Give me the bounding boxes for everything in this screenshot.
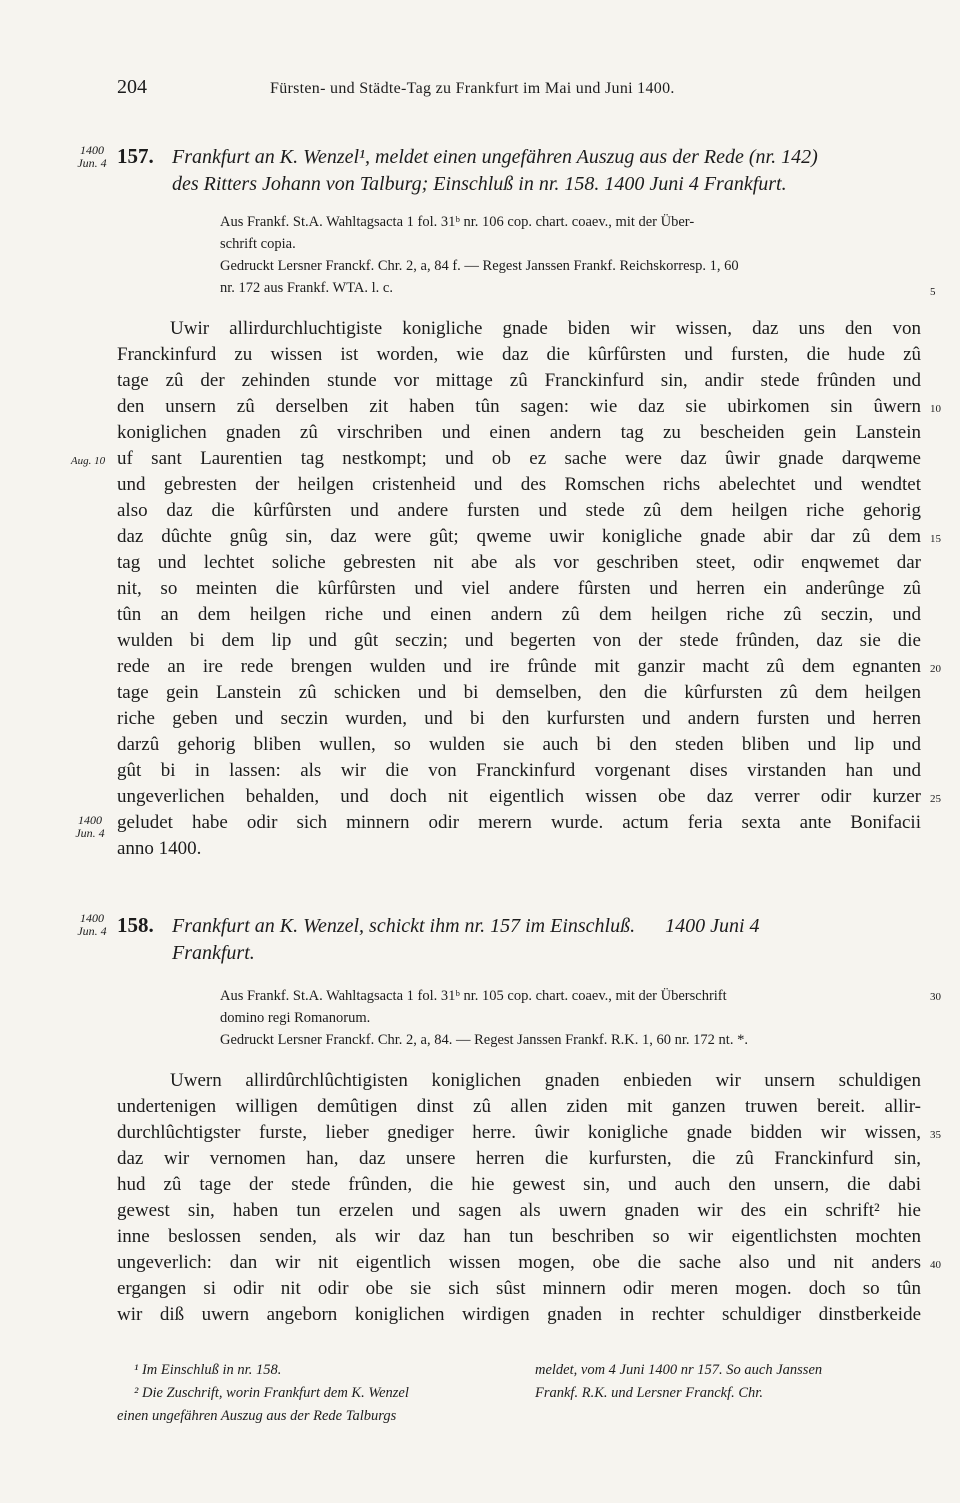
entry-157-body-line: tage gein Lanstein zû schicken und bi demselben, den die kûrfursten zû dem heilgen: [117, 682, 921, 703]
entry-157-body-line: ungeverlichen behalden, und doch nit eigentlich wissen obe daz verrer odir kurzer: [117, 786, 921, 807]
entry-157-body-line: tag und lechtet soliche gebresten nit abe als vor geschriben steet, odir enqwemet dar: [117, 552, 921, 573]
entry-158-body-line: inne beslossen senden, als wir daz han tun beschriben so wir eigentlichsten mochten: [117, 1226, 921, 1247]
line-number: 25: [930, 793, 941, 805]
entry-157-body-line: geludet habe odir sich minnern odir merern wurde. actum feria sexta ante Bonifacii: [117, 812, 921, 833]
entry-157-body-line: also daz die kûrfûrsten und andere fursten und stede zû dem heilgen riche gehorig: [117, 500, 921, 521]
entry-157-body-line: koniglichen gnaden zû virschriben und einen andern tag zu bescheiden gein Lanstein: [117, 422, 921, 443]
line-number: 15: [930, 533, 941, 545]
line-number: 10: [930, 403, 941, 415]
entry-158-source-line: domino regi Romanorum.: [220, 1010, 371, 1026]
page-number: 204: [117, 76, 147, 98]
margin-date-year: 1400: [80, 911, 104, 925]
entry-158-body-line: wir diß uwern angeborn koniglichen wirdigen gnaden in rechter schuldiger dinstberkeide: [117, 1304, 921, 1325]
running-title: Fürsten- und Städte-Tag zu Frankfurt im Mai und Juni 1400.: [270, 80, 675, 97]
footnote-line: ² Die Zuschrift, worin Frankfurt dem K. Wenzel: [134, 1385, 409, 1401]
entry-157-body-line: nit, so meinten die kûrfûrsten und viel andere fûrsten und herren ein anderûnge zû: [117, 578, 921, 599]
margin-date-year: 1400: [80, 143, 104, 157]
entry-157-title-line: des Ritters Johann von Talburg; Einschluß in nr. 158. 1400 Juni 4 Frankfurt.: [172, 173, 787, 195]
line-number: 40: [930, 1259, 941, 1271]
entry-157-title-line: Frankfurt an K. Wenzel¹, meldet einen ungefähren Auszug aus der Rede (nr. 142): [172, 146, 818, 168]
margin-date-day: Jun. 4: [77, 924, 107, 938]
margin-date-day: Jun. 4: [77, 156, 107, 170]
entry-157-body-line: anno 1400.: [117, 838, 202, 859]
entry-158-body-line: undertenigen willigen demûtigen dinst zû allen ziden mit ganzen truwen bereit. allir-: [117, 1096, 921, 1117]
entry-157-body-line: Franckinfurd zu wissen ist worden, wie daz die kûrfûrsten und fursten, die hude zû: [117, 344, 921, 365]
margin-date-aug: Aug. 10: [70, 455, 106, 467]
entry-158-source-line: Gedruckt Lersner Franckf. Chr. 2, a, 84. — Regest Janssen Frankf. R.K. 1, 60 nr. 172 nt. *.: [220, 1032, 748, 1048]
line-number: 35: [930, 1129, 941, 1141]
entry-157-body-line: tûn an dem heilgen riche und einen andern zû dem heilgen riche zû seczin, und: [117, 604, 921, 625]
entry-157-source-line: Gedruckt Lersner Franckf. Chr. 2, a, 84 f. — Regest Janssen Frankf. Reichskorresp. 1, 60: [220, 258, 739, 274]
entry-158-body-line: hud zû tage der stede frûnden, die hie gewest sin, und auch den unsern, die dabi: [117, 1174, 921, 1195]
entry-157-source-line: Aus Frankf. St.A. Wahltagsacta 1 fol. 31ᵇ nr. 106 cop. chart. coaev., mit der Über-: [220, 214, 695, 230]
entry-158-body-line: ungeverlich: dan wir nit eigentlich wissen mogen, obe die sache also und nit anders: [117, 1252, 921, 1273]
entry-157-body-line: uf sant Laurentien tag nestkompt; und ob ez sache were daz ûwir gnade darqweme: [117, 448, 921, 469]
entry-157-body-line: rede an ire rede brengen wulden und ire frûnde mit ganzir macht zû dem egnanten: [117, 656, 921, 677]
entry-158-body-line: gewest sin, haben tun erzelen und sagen als uwern gnaden wir des ein schrift² hie: [117, 1200, 921, 1221]
entry-158-number: 158.: [117, 913, 154, 937]
entry-158-margin-date: [72, 912, 112, 938]
entry-158-body-line: ergangen si odir nit odir obe sie sich sûst minnern odir meren mogen. doch so tûn: [117, 1278, 921, 1299]
entry-158-body-line: daz wir vernomen han, daz unsere herren die kurfursten, die zû Franckinfurd sin,: [117, 1148, 921, 1169]
entry-157-body-line: riche geben und seczin wurden, und bi den kurfursten und andern fursten und herren: [117, 708, 921, 729]
footnote-line: ¹ Im Einschluß in nr. 158.: [134, 1362, 282, 1378]
entry-158-title-line: Frankfurt an K. Wenzel, schickt ihm nr. 157 im Einschluß. 1400 Juni 4: [172, 915, 760, 937]
footnote-line: meldet, vom 4 Juni 1400 nr 157. So auch Janssen: [535, 1362, 823, 1378]
entry-157-source-line: nr. 172 aus Frankf. WTA. l. c.: [220, 280, 393, 296]
entry-157-body-line: und gebresten der heilgen cristenheid und des Romschen richs abelechtet und wendtet: [117, 474, 921, 495]
margin-date-day: Jun. 4: [75, 826, 105, 840]
line-number: 30: [930, 991, 941, 1003]
entry-157-body-line: gût bi in lassen: als wir die von Franckinfurd vorgenant dises virstanden han und: [117, 760, 921, 781]
entry-157-body-line: wulden bi dem lip und gût seczin; und begerten von der stede frûnden, daz sie die: [117, 630, 921, 651]
margin-date-jun: [70, 814, 110, 840]
line-number: 5: [930, 286, 936, 298]
entry-158-source-line: Aus Frankf. St.A. Wahltagsacta 1 fol. 31ᵇ nr. 105 cop. chart. coaev., mit der Überschrift: [220, 988, 727, 1004]
line-number: 20: [930, 663, 941, 675]
entry-157-body-line: Uwir allirdurchluchtigiste konigliche gnade biden wir wissen, daz uns den von: [170, 318, 921, 339]
entry-158-title-line: Frankfurt.: [172, 942, 255, 964]
footnote-line: Frankf. R.K. und Lersner Franckf. Chr.: [535, 1385, 763, 1401]
footnote-line: einen ungefähren Auszug aus der Rede Talburgs: [117, 1408, 397, 1424]
entry-157-source-line: schrift copia.: [220, 236, 296, 252]
entry-157-margin-date: [72, 144, 112, 170]
entry-157-body-line: den unsern zû derselben zit haben tûn sagen: wie daz sie ubirkomen sin ûwern: [117, 396, 921, 417]
entry-158-body-line: Uwern allirdûrchlûchtigisten koniglichen gnaden enbieden wir unsern schuldigen: [170, 1070, 921, 1091]
entry-157-number: 157.: [117, 144, 154, 168]
entry-158-body-line: durchlûchtigster furste, lieber gnediger herre. ûwir konigliche gnade bidden wir wissen,: [117, 1122, 921, 1143]
entry-157-body-line: daz dûchte gnûg sin, daz were gût; qweme uwir konigliche gnade abir dar zû dem: [117, 526, 921, 547]
entry-157-body-line: darzû gehorig bliben wullen, so wulden sie auch bi den steden bliben und lip und: [117, 734, 921, 755]
entry-157-body-line: tage zû der zehinden stunde vor mittage zû Franckinfurd sin, andir stede frûnden und: [117, 370, 921, 391]
margin-date-year: 1400: [78, 813, 102, 827]
